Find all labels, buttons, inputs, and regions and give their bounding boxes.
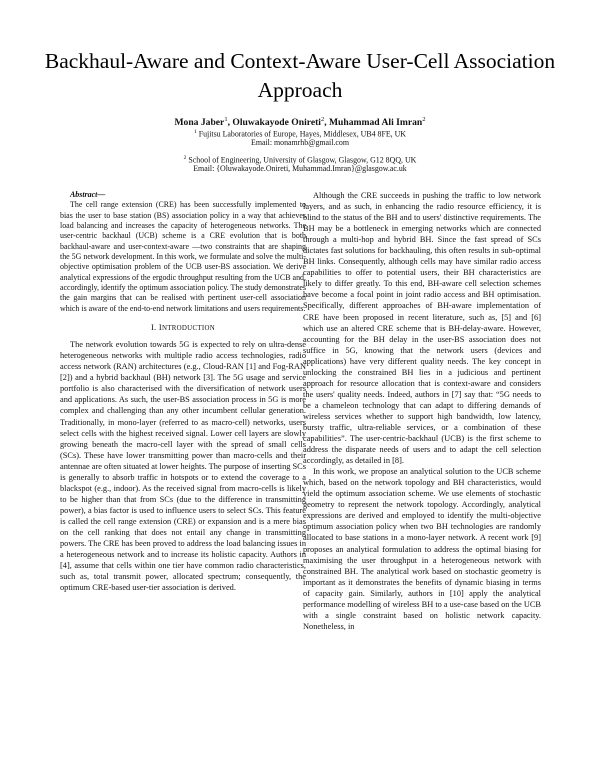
abstract-text: The cell range extension (CRE) has been successfully implemented to bias the user to base station (BS) association policy in a way that achieves load balancing and increases the capacity of heterogeneous networks. The user-centric backhaul (UCB) scheme is a CRE evolution that is both backhaul-aware and user-context-aware —two constraints that are shaping the 5G network development. In this work, we formulate and solve the multi-objective optimisation problem of the UCB user-BS association. We derive analytical expressions of the ergodic throughput resulting from the UCB and, accordingly, identify the optimum association policy. The study demonstrates the gain margins that can be realised with pertinent user-cell association which is aware of the end-to-end network limitations and users requirements. <box>60 200 307 313</box>
affiliation-1-email: Email: monamrhb@gmail.com <box>251 138 349 147</box>
abstract-dash: — <box>97 190 106 199</box>
paper-title: Backhaul-Aware and Context-Aware User-Cell Association Approach <box>44 49 556 102</box>
affil-org: Fujitsu Laboratories of Europe, Hayes, Middlesex, UB4 8FE, UK <box>196 129 407 139</box>
author-separator: , <box>324 117 329 129</box>
author-affil-mark: 2 <box>422 116 426 123</box>
right-column <box>303 190 541 632</box>
author-separator: , <box>227 117 233 129</box>
author-affil-mark: 2 <box>320 116 325 123</box>
intro-paragraph: The network evolution towards 5G is expected to rely on ultra-dense heterogeneous networks with multiple radio access technologies, radio access network (RAN) architectures (e.g., Cloud-RAN [1] and Fog-RAN [2]) and a hybrid backhaul (BH) network [3]. The 5G usage and service portfolio is also characterised with the diversification of network users and applications. As such, the user-BS association process in 5G is more complex and challenging than any other incumbent cellular generation. Traditionally, in mono-layer (referred to as macro-cell) networks, users select cells with the highest received signal. Lower cell layers are slowly growing beneath the macro-cell layer with the spread of small cells (SCs). These have lower transmitting power than macro-cells and their antennae are often situated at lower heights. The purpose of inserting SCs is generally to absorb traffic in hotspots or to extend the coverage to a blackspot (e.g., indoor). As the received signal from macro-cells is likely to be higher than that from SCs (due to the difference in transmitting power), a bias factor is used to influence users to select SCs. This feature is called the cell range extension (CRE) or expansion and is a mere bias on the cell ranking that does not entail any change in transmitting powers. The CRE has been proved to address the load balancing issues in a heterogeneous network and to increase its holistic capacity. Authors in [4], assume that cells within one tier have common radio characteristics, such as, total transmit power, allocated spectrum; consequently, the optimum CRE-based user-tier association is derived. <box>60 340 306 593</box>
affiliation-2-email: Email: {Oluwakayode.Onireti, Muhammad.Imran}@glasgow.ac.uk <box>193 164 407 173</box>
abstract-label: Abstract <box>70 190 98 199</box>
affil-mark: 1 <box>193 129 197 135</box>
abstract <box>60 190 306 314</box>
author-name: Muhammad Ali Imran <box>328 117 423 129</box>
left-column <box>60 190 306 593</box>
section-heading-introduction <box>60 322 306 334</box>
abstract-heading <box>60 190 306 200</box>
body-paragraph: In this work, we propose an analytical solution to the UCB scheme which, based on the network topology and BH characteristics, would yield the optimum association scheme. We use elements of stochastic geometry to represent the network topology. Accordingly, analytical expressions are derived and employed to identify the multi-objective optimum association policy when two BH technologies are randomly allocated to base stations in a mono-layer network. A recent work [9] proposes an analytical formulation to address the optimal biasing for maximising the user throughput in a heterogeneous network with constrained BH. The analytical work based on stochastic geometry is important as it demonstrates the benefits of dynamic biasing in terms of capacity gain. Similarly, authors in [10] apply the analytical performance modelling of wireless BH to a use-case based on the UCB with a single constraint based on holistic network capacity. Nonetheless, in <box>303 467 541 631</box>
section-numeral: I. <box>150 323 157 333</box>
affil-org: School of Engineering, University of Glasgow, Glasgow, G12 8QQ, UK <box>186 155 417 165</box>
author-name: Mona Jaber <box>174 117 225 129</box>
section-title-initial: I <box>158 323 162 333</box>
author-affil-mark: 1 <box>224 116 228 123</box>
author-name: Oluwakayode Onireti <box>232 117 321 129</box>
section-title-rest: NTRODUCTION <box>161 325 216 333</box>
affil-mark: 2 <box>183 155 187 161</box>
body-paragraph: Although the CRE succeeds in pushing the traffic to low network layers, and as such, in enhancing the radio resource efficiency, it is blind to the status of the BH and to users' distinctive requirements. The BH may be a bottleneck in emerging networks which are connected through a multi-hop and hybrid BH. Since the fast spread of SCs dictates fast solutions for backhauling, this often results in sub-optimal BH links. Consequently, although cells may have similar radio access capabilities to offer to potential users, their BH characteristics are likely to differ greatly. To this end, BH-aware cell selection schemes have become a focal point in joint radio access and BH optimisation. Specifically, different approaches of BH-aware implementation of CRE have been proposed in recent literature, such as, [5] and [6] which use an altered CRE scheme that is BH-delay-aware. However, accounting for the BH delay in the user-BS association does not suffice in 5G, knowing that the network users (devices and applications) have very different quality needs. The key concept in unlocking the constrained BH lies in a judicious and pertinent approach for resource allocation that is context-aware and considers the users' quality needs. Indeed, authors in [7] say that: “5G needs to be a chameleon technology that can adapt to differing demands of wireless services whether to support high bandwidth, low latency, bursty traffic, ultra-reliable services, or a combination of these capabilities”. The user-centric-backhaul (UCB) is the first scheme to address the disparate needs of users and to adapt the cell selection accordingly, as detailed in [8]. <box>303 191 541 466</box>
